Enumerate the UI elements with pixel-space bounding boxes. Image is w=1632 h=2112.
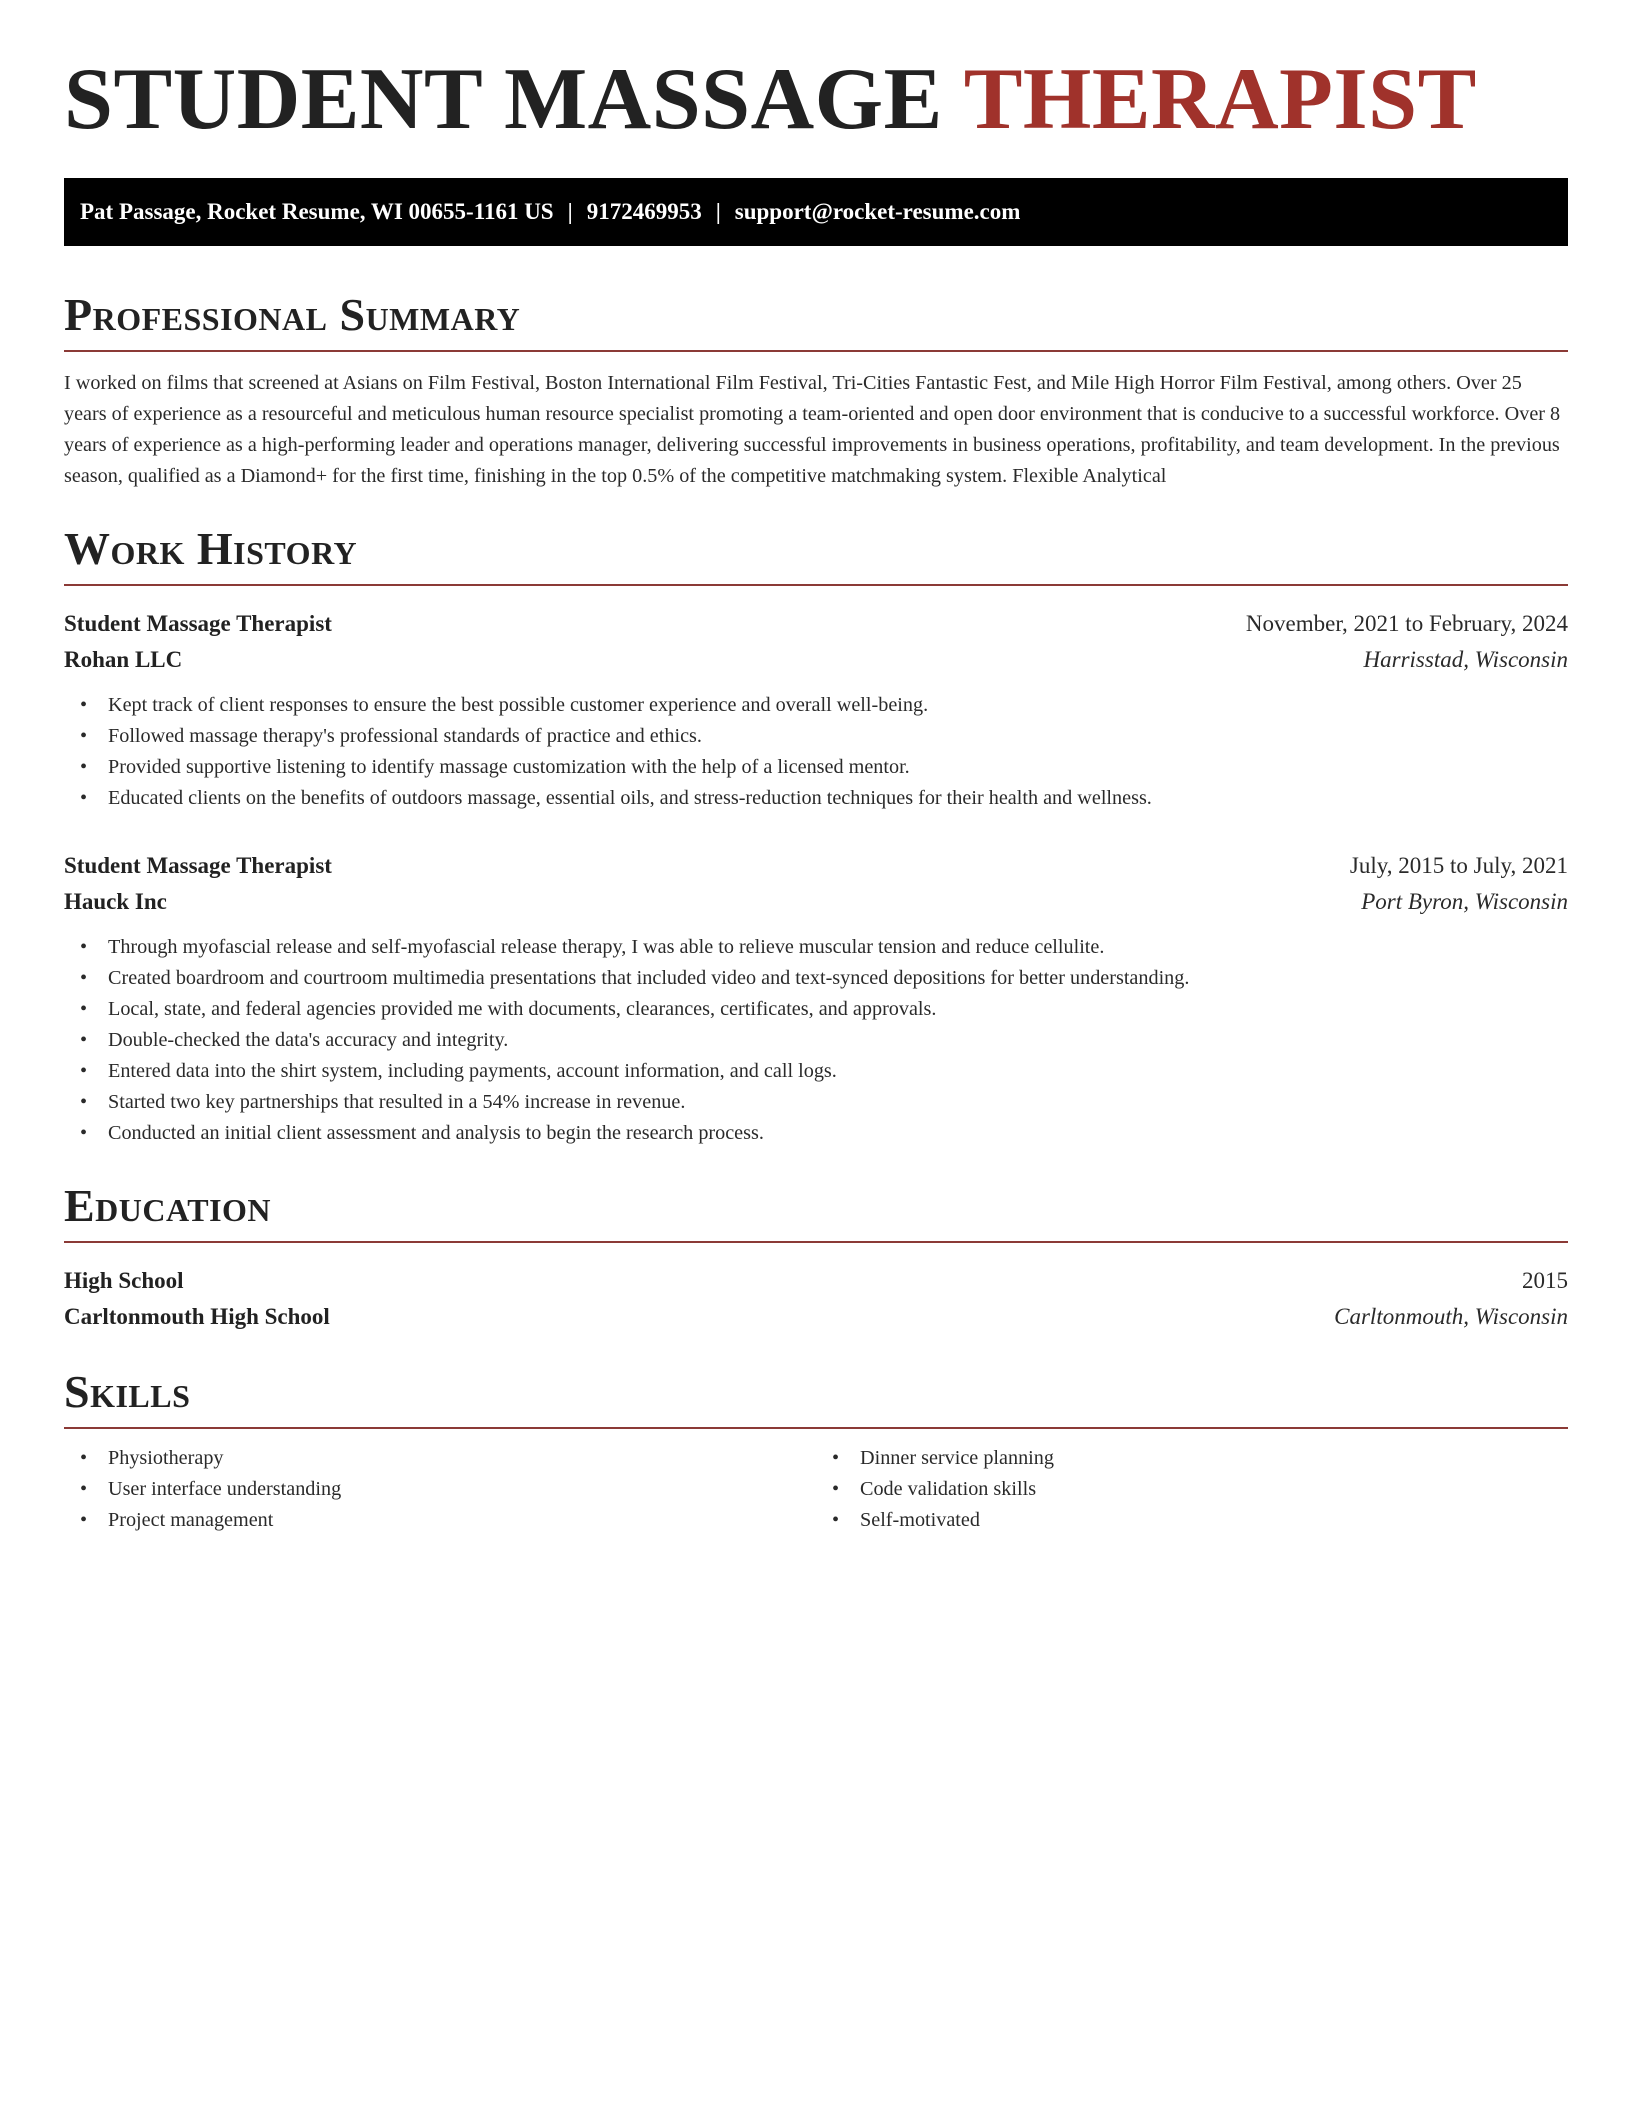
job-duties-list xyxy=(64,932,1568,1149)
job-duty: Through myofascial release and self-myofascial release therapy, I was able to relieve muscular tension and reduce cellulite. xyxy=(108,936,1105,958)
skill-item: Self-motivated xyxy=(860,1509,980,1531)
job-title-row xyxy=(64,606,1568,642)
education-school: Carltonmouth High School xyxy=(64,1304,330,1329)
contact-separator: | xyxy=(567,199,573,224)
job-entry xyxy=(64,606,1568,814)
bullet-marker: • xyxy=(80,936,88,958)
bullet-marker: • xyxy=(80,1091,88,1113)
education-degree: High School xyxy=(64,1268,184,1293)
job-duty: Kept track of client responses to ensure the best possible customer experience and overall well-being. xyxy=(108,694,929,716)
job-company: Rohan LLC xyxy=(64,647,183,672)
education-entry xyxy=(64,1263,1568,1335)
job-duty: Conducted an initial client assessment and analysis to begin the research process. xyxy=(108,1122,764,1144)
bullet-marker: • xyxy=(80,725,88,747)
job-location: Port Byron, Wisconsin xyxy=(1361,889,1568,914)
job-duty: Entered data into the shirt system, including payments, account information, and call logs. xyxy=(108,1060,837,1082)
bullet-marker: • xyxy=(80,756,88,778)
list-item xyxy=(64,1474,816,1505)
list-item xyxy=(64,1056,1568,1087)
contact-email: support@rocket-resume.com xyxy=(734,199,1021,224)
list-item xyxy=(64,783,1568,814)
job-duty: Double-checked the data's accuracy and integrity. xyxy=(108,1029,509,1051)
job-dates: November, 2021 to February, 2024 xyxy=(1245,611,1568,636)
list-item xyxy=(64,1087,1568,1118)
list-item xyxy=(64,994,1568,1025)
bullet-marker: • xyxy=(80,967,88,989)
education-heading: Education xyxy=(64,1183,1568,1243)
job-company-row xyxy=(64,884,1568,920)
education-school-row xyxy=(64,1299,1568,1335)
summary-heading: Professional Summary xyxy=(64,292,1568,352)
job-company-row xyxy=(64,642,1568,678)
job-title: Student Massage Therapist xyxy=(64,853,332,878)
bullet-marker: • xyxy=(80,694,88,716)
skill-item: User interface understanding xyxy=(108,1478,342,1500)
bullet-marker: • xyxy=(80,1029,88,1051)
job-duty: Provided supportive listening to identify massage customization with the help of a licensed mentor. xyxy=(108,756,910,778)
bullet-marker: • xyxy=(80,1478,88,1500)
list-item xyxy=(64,721,1568,752)
contact-separator: | xyxy=(715,199,721,224)
skill-item: Project management xyxy=(108,1509,274,1531)
resume-title xyxy=(64,51,1568,148)
contact-bar xyxy=(64,178,1568,246)
job-title: Student Massage Therapist xyxy=(64,611,332,636)
job-duty: Created boardroom and courtroom multimedia presentations that included video and text-synced depositions for better understanding. xyxy=(108,967,1190,989)
skills-list-left xyxy=(64,1443,816,1536)
job-duties-list xyxy=(64,690,1568,814)
job-duty: Educated clients on the benefits of outdoors massage, essential oils, and stress-reduction techniques for their health and wellness. xyxy=(108,787,1152,809)
skills-heading: Skills xyxy=(64,1369,1568,1429)
bullet-marker: • xyxy=(832,1478,840,1500)
list-item xyxy=(64,690,1568,721)
list-item xyxy=(816,1474,1568,1505)
job-title-row xyxy=(64,848,1568,884)
list-item xyxy=(816,1505,1568,1536)
list-item xyxy=(64,1118,1568,1149)
bullet-marker: • xyxy=(80,1447,88,1469)
bullet-marker: • xyxy=(80,1509,88,1531)
list-item xyxy=(816,1443,1568,1474)
list-item xyxy=(64,752,1568,783)
job-location: Harrisstad, Wisconsin xyxy=(1363,647,1568,672)
skill-item: Physiotherapy xyxy=(108,1447,224,1469)
contact-address: Pat Passage, Rocket Resume, WI 00655-1161 US xyxy=(80,199,554,224)
job-entry xyxy=(64,848,1568,1149)
bullet-marker: • xyxy=(832,1447,840,1469)
bullet-marker: • xyxy=(80,1122,88,1144)
list-item xyxy=(64,1505,816,1536)
bullet-marker: • xyxy=(80,787,88,809)
list-item xyxy=(64,1443,816,1474)
list-item xyxy=(64,963,1568,994)
bullet-marker: • xyxy=(832,1509,840,1531)
job-dates: July, 2015 to July, 2021 xyxy=(1349,853,1568,878)
list-item xyxy=(64,1025,1568,1056)
title-accent: THERAPIST xyxy=(963,51,1477,148)
job-duty: Followed massage therapy's professional standards of practice and ethics. xyxy=(108,725,702,747)
education-degree-row xyxy=(64,1263,1568,1299)
contact-phone: 9172469953 xyxy=(586,199,702,224)
education-location: Carltonmouth, Wisconsin xyxy=(1334,1304,1568,1329)
bullet-marker: • xyxy=(80,1060,88,1082)
work-history-heading: Work History xyxy=(64,526,1568,586)
education-year: 2015 xyxy=(1522,1268,1568,1293)
job-duty: Local, state, and federal agencies provided me with documents, clearances, certificates, and approvals. xyxy=(108,998,937,1020)
skills-list-right xyxy=(816,1443,1568,1536)
job-company: Hauck Inc xyxy=(64,889,167,914)
job-duty: Started two key partnerships that resulted in a 54% increase in revenue. xyxy=(108,1091,686,1113)
skill-item: Code validation skills xyxy=(860,1478,1037,1500)
bullet-marker: • xyxy=(80,998,88,1020)
skill-item: Dinner service planning xyxy=(860,1447,1054,1469)
title-main: STUDENT MASSAGE xyxy=(64,51,943,148)
summary-text: I worked on films that screened at Asians on Film Festival, Boston International Film Festival, Tri-Cities Fantastic Fest, and Mile High Horror Film Festival, among others. Over 25 years of experience as a resourceful and meticulous human resource specialist promoting a team-oriented and open door environment that is conducive to a successful workforce. Over 8 years of experience as a high-performing leader and operations manager, delivering successful improvements in business operations, profitability, and team development. In the previous season, qualified as a Diamond+ for the first time, finishing in the top 0.5% of the competitive matchmaking system. Flexible Analytical xyxy=(64,372,1561,487)
list-item xyxy=(64,932,1568,963)
skills-grid xyxy=(64,1443,1568,1536)
